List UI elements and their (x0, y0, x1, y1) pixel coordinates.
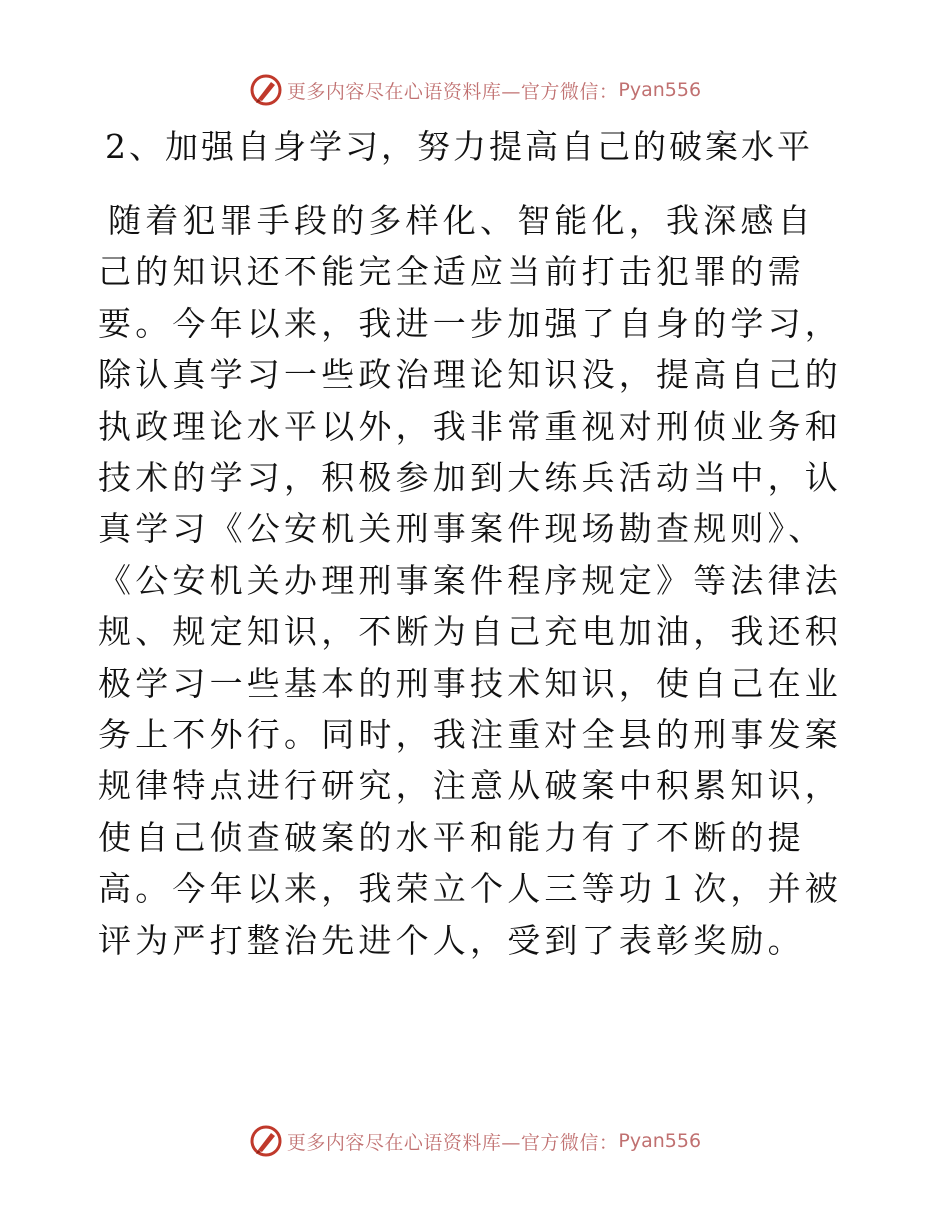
pen-logo-icon (249, 1124, 283, 1158)
section-heading: 2、加强自身学习，努力提高自己的破案水平 (105, 127, 813, 166)
footer-watermark (0, 1121, 950, 1161)
body-paragraph: 随着犯罪手段的多样化、智能化，我深感自己的知识还不能完全适应当前打击犯罪的需要。今年以来，我进一步加强了自身的学习，除认真学习一些政治理论知识没，提高自己的执政理论水平以外，我非常重视对刑侦业务和技术的学习，积极参加到大练兵活动当中，认真学习《公安机关刑事案件现场勘查规则》、《公安机关办理刑事案件程序规定》等法律法规、规定知识，不断为自己充电加油，我还积极学习一些基本的刑事技术知识，使自己在业务上不外行。同时，我注重对全县的刑事发案规律特点进行研究，注意从破案中积累知识，使自己侦查破案的水平和能力有了不断的提高。今年以来，我荣立个人三等功１次，并被评为严打整治先进个人，受到了表彰奖励。 (98, 201, 842, 960)
watermark-wechat-id: Pyan556 (618, 1130, 702, 1152)
watermark-wechat-id: Pyan556 (618, 79, 702, 101)
watermark-text: 更多内容尽在心语资料库—官方微信： (286, 80, 619, 103)
header-watermark (0, 70, 950, 110)
watermark-text: 更多内容尽在心语资料库—官方微信： (286, 1131, 619, 1154)
pen-logo-icon (249, 73, 283, 107)
